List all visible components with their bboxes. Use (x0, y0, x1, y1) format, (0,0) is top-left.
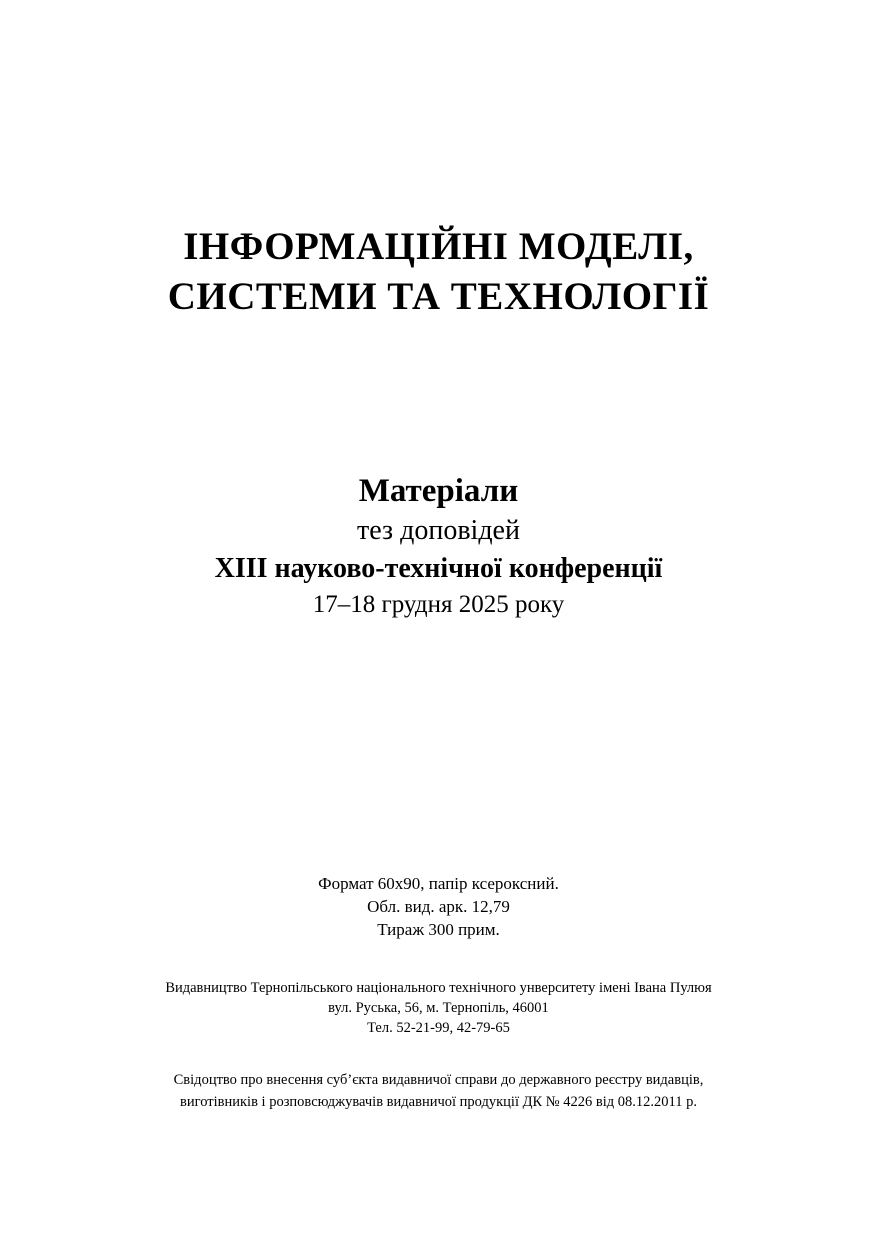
proceedings-materials-heading: Матеріали (358, 473, 519, 509)
imprint-circulation: Тираж 300 прим. (377, 920, 500, 939)
imprint-sheets: Обл. вид. арк. 12,79 (367, 897, 510, 916)
publisher-name: Видавництво Тернопільського національного технічного унверситету імені Івана Пулюя (165, 980, 712, 996)
proceedings-dates: 17–18 грудня 2025 року (312, 591, 565, 618)
license-line-1: Свідоцтво про внесення суб’єкта видавничої справи до державного реєстру видавців, (173, 1072, 704, 1088)
license-line-2: виготівників і розповсюджувачів видавничої продукції ДК № 4226 від 08.12.2011 р. (180, 1094, 697, 1110)
page-title (0, 222, 877, 322)
publisher-phone: Тел. 52-21-99, 42-79-65 (367, 1020, 510, 1036)
proceedings-info (0, 470, 877, 622)
proceedings-conference-name: XIII науково-технічної конференції (214, 553, 663, 584)
imprint-details (0, 872, 877, 941)
imprint-format: Формат 60х90, папір ксероксний. (318, 874, 559, 893)
publisher-address: вул. Руська, 56, м. Тернопіль, 46001 (328, 1000, 549, 1016)
license-details (0, 1069, 877, 1113)
publisher-details (0, 978, 877, 1038)
title-line-1: ІНФОРМАЦІЙНІ МОДЕЛІ, (183, 225, 694, 268)
title-line-2: СИСТЕМИ ТА ТЕХНОЛОГІЇ (167, 275, 710, 318)
proceedings-theses-label: тез доповідей (357, 515, 520, 546)
